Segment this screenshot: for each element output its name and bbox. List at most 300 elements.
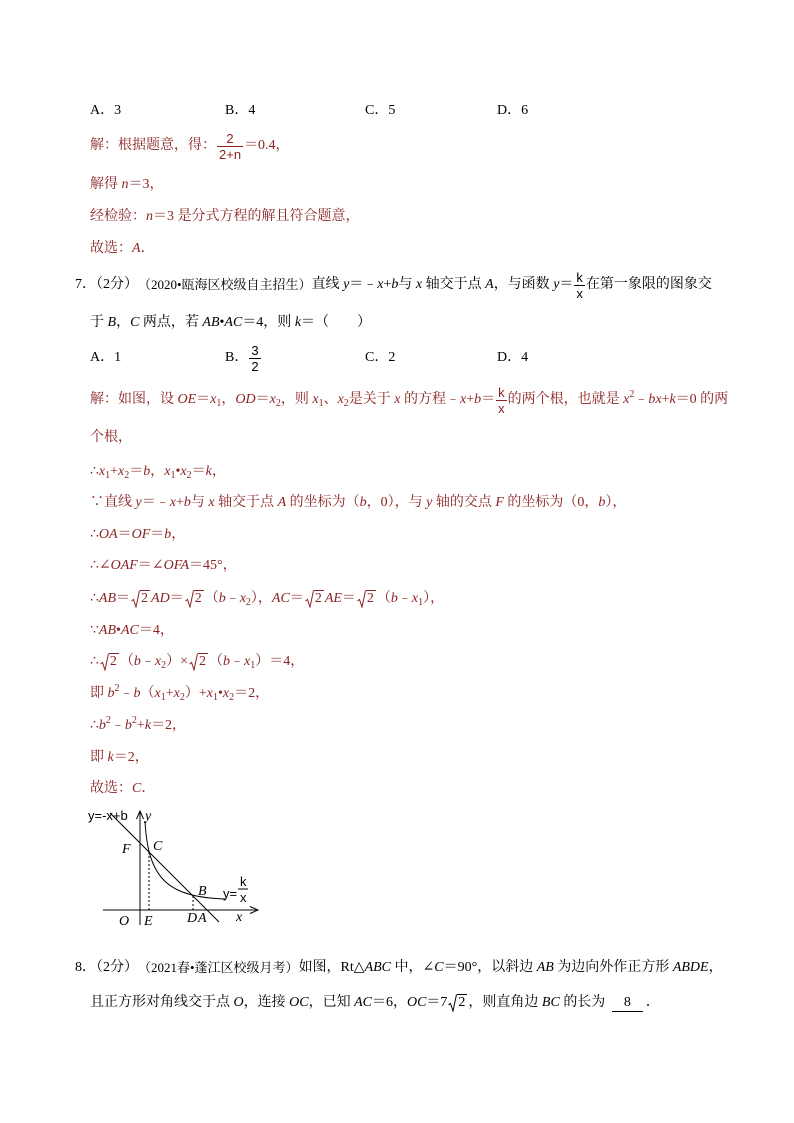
math-variable: n (121, 177, 129, 192)
text-run: ＝ (289, 591, 304, 606)
math-variable: ABDE (672, 960, 709, 975)
text-run: ＝6， (371, 995, 407, 1010)
text-run: ∴ (90, 464, 99, 479)
math-variable: k (107, 750, 114, 765)
subscript: 2 (275, 398, 281, 409)
text-run: ）， (423, 591, 445, 606)
text-run: ﹣ (230, 654, 245, 669)
radicand: 2 (314, 591, 322, 606)
text-run: + (136, 718, 145, 733)
text-run: ＝0.4， (244, 138, 290, 153)
math-variable: k (294, 315, 302, 330)
math-variable: C (132, 781, 142, 796)
fraction (249, 343, 260, 374)
math-variable: x (180, 464, 187, 479)
q7-stem-line (75, 268, 712, 302)
curve-label-numerator: k (240, 874, 247, 889)
text-run: 个根， (90, 430, 132, 445)
text-run: ）， (605, 495, 627, 510)
fraction-denominator: x (576, 285, 583, 301)
math-variable: OC (406, 995, 427, 1010)
math-variable: x (118, 464, 125, 479)
text-run: B． (225, 350, 249, 365)
text-run: ＝（ ） (301, 315, 372, 330)
math-variable: ABC (364, 960, 392, 975)
point-label-o: O (119, 914, 130, 929)
math-variable: x (460, 392, 467, 407)
text-run: ， (221, 392, 236, 407)
math-variable: n (146, 209, 153, 224)
q7-figure (85, 803, 265, 933)
radical-sign-icon (448, 994, 457, 1012)
math-variable: b (183, 495, 191, 510)
math-variable: b (98, 718, 106, 733)
text-run: ， (211, 464, 226, 479)
text-run: ＝3 是分式方程的解且符合题意， (153, 209, 360, 224)
point-label-c: C (153, 839, 163, 854)
text-run: 解得 (90, 177, 122, 192)
text-run: ∵ (90, 623, 99, 638)
text-run: ∴ (90, 718, 99, 733)
text-run: ＝﹣ (349, 277, 378, 292)
fraction-numerator: k (498, 384, 505, 400)
text-run: ＝2， (234, 686, 270, 701)
text-run: ＝ (117, 527, 132, 542)
math-variable: b (133, 654, 141, 669)
math-variable: AB (202, 315, 220, 330)
math-variable: b (124, 718, 132, 733)
text-run: + (110, 464, 119, 479)
math-variable: x (337, 392, 344, 407)
radicand: 2 (194, 591, 202, 606)
text-run: ，则 (280, 392, 313, 407)
text-run: ． (140, 241, 155, 256)
text-run: 轴交于点 (214, 495, 278, 510)
math-variable: x (623, 392, 630, 407)
text-run: ． (645, 995, 660, 1010)
text-run: ＝ (169, 591, 184, 606)
radicand: 2 (109, 654, 117, 669)
text-run: ＝2， (151, 718, 187, 733)
point-label-e: E (144, 914, 153, 929)
q6-solution-line (90, 129, 290, 163)
math-variable: C (130, 315, 140, 330)
math-variable: k (144, 718, 152, 733)
text-run: ＝4， (138, 623, 174, 638)
text-run: ． (141, 781, 156, 796)
math-variable: y (553, 277, 560, 292)
subscript: 1 (212, 692, 218, 703)
text-run: ∴ (90, 527, 99, 542)
q8-stem-line (75, 951, 723, 985)
text-run: ﹣ (634, 392, 649, 407)
text-run: D．6 (497, 103, 529, 118)
text-run: （ (204, 591, 219, 606)
q6-option-b (225, 94, 255, 128)
x-axis-label: x (236, 910, 243, 925)
text-run: （ (140, 686, 155, 701)
text-run: 轴交于点 (422, 277, 486, 292)
q7-solution-line (90, 741, 149, 775)
q7-solution-line (90, 677, 269, 711)
math-variable: k (669, 392, 676, 407)
text-run: 的两个根，也就是 (507, 392, 624, 407)
fraction-numerator: 3 (251, 342, 259, 358)
subscript: 1 (216, 398, 222, 409)
math-variable: OC (289, 995, 309, 1010)
text-run: ∴ (90, 591, 99, 606)
q7-solution-line (90, 582, 444, 616)
text-run: ，与函数 (493, 277, 554, 292)
curve-label-denominator: x (240, 890, 247, 905)
text-run: ＝ (196, 392, 211, 407)
curve-label-lhs: y= (223, 886, 238, 901)
radicand: 2 (141, 591, 149, 606)
math-variable: b (164, 527, 172, 542)
text-run: ＝ (150, 527, 165, 542)
text-run: 于 (90, 315, 108, 330)
text-run: ＝ (191, 464, 206, 479)
fraction (496, 385, 507, 416)
math-variable: A (132, 241, 141, 256)
radicand: 2 (366, 591, 374, 606)
text-run: ）， (250, 591, 272, 606)
subscript: 1 (418, 597, 424, 608)
q7-option-c (365, 341, 395, 375)
math-variable: BC (541, 995, 560, 1010)
text-run: ＝ (481, 392, 496, 407)
text-run: 且正方形对角线交于点 (90, 995, 234, 1010)
math-variable: b (391, 277, 399, 292)
math-variable: OE (177, 392, 197, 407)
text-run: ＝45°， (189, 558, 237, 573)
text-run: 如图，Rt△ (298, 960, 365, 975)
math-variable: x (239, 591, 246, 606)
q6-solution-line (90, 200, 360, 234)
text-run: • (116, 623, 121, 638)
q8-stem-line (90, 986, 660, 1020)
text-run: 两点，若 (139, 315, 203, 330)
subscript: 2 (343, 398, 349, 409)
math-variable: b (133, 686, 141, 701)
math-variable: OFA (163, 558, 190, 573)
math-variable: OF (131, 527, 151, 542)
q7-solution-line (90, 383, 728, 417)
math-variable: k (205, 464, 212, 479)
subscript: 1 (170, 470, 176, 481)
text-run: 是关于 (348, 392, 395, 407)
q7-solution-line (90, 518, 185, 552)
text-run: C．5 (365, 103, 396, 118)
text-run: 8．（2分） (75, 960, 138, 975)
subscript: 2 (186, 470, 192, 481)
math-variable: O (233, 995, 244, 1010)
math-variable: AC (224, 315, 243, 330)
text-run: ，已知 (308, 995, 355, 1010)
subscript: 1 (105, 470, 111, 481)
subscript: 2 (245, 597, 251, 608)
superscript: 2 (114, 683, 120, 694)
text-run: A．1 (90, 350, 122, 365)
text-run: 、 (323, 392, 338, 407)
q7-solution-line (90, 421, 132, 455)
text-run: + (165, 686, 174, 701)
q7-solution-line (90, 645, 304, 679)
text-run: • (175, 464, 181, 479)
point-label-a: A (198, 911, 207, 926)
text-run: + (661, 392, 670, 407)
radicand: 2 (199, 654, 207, 669)
text-run: + (175, 495, 184, 510)
math-variable: AD (151, 591, 170, 606)
math-variable: x (206, 686, 213, 701)
text-run: A．3 (90, 103, 122, 118)
math-variable: x (244, 654, 251, 669)
source-note: （2021春•蓬江区校级月考） (138, 960, 299, 975)
math-variable: x (269, 392, 276, 407)
math-variable: A (277, 495, 287, 510)
math-variable: b (598, 495, 606, 510)
q7-solution-answer (90, 772, 155, 806)
text-run: 与 (190, 495, 209, 510)
square-root (189, 653, 208, 671)
text-run: • (219, 315, 225, 330)
subscript: 2 (124, 470, 130, 481)
square-root (100, 653, 119, 671)
text-run: ﹣ (119, 686, 134, 701)
point-label-b: B (198, 884, 207, 899)
text-run: ）+ (184, 686, 207, 701)
math-variable: x (173, 686, 180, 701)
square-root (448, 994, 467, 1012)
radical-sign-icon (100, 653, 109, 671)
text-run: 故选： (90, 241, 132, 256)
text-run: ＝ (116, 591, 131, 606)
math-variable: F (495, 495, 504, 510)
answer-blank: 8 (612, 994, 643, 1012)
text-run: ）＝4， (255, 654, 305, 669)
text-run: ， (150, 464, 165, 479)
math-variable: x (154, 686, 161, 701)
math-variable: x (411, 591, 419, 606)
text-run: ∴∠ (90, 558, 111, 573)
text-run: （ (209, 654, 224, 669)
text-run: ＝﹣ (141, 495, 170, 510)
math-variable: C (434, 960, 444, 975)
fraction-numerator: k (576, 269, 583, 285)
math-variable: b (474, 392, 482, 407)
math-variable: b (107, 686, 115, 701)
q7-solution-line (90, 614, 174, 648)
text-run: ∴ (90, 654, 99, 669)
text-run: 即 (90, 750, 108, 765)
text-run: （ (119, 654, 134, 669)
math-variable: AC (120, 623, 139, 638)
fraction-denominator: 2+n (219, 146, 242, 162)
text-run: ＝90°，以斜边 (443, 960, 537, 975)
math-variable: OD (235, 392, 256, 407)
superscript: 2 (131, 715, 137, 726)
fraction (217, 131, 243, 162)
text-run: ﹣ (110, 718, 125, 733)
text-run: + (466, 392, 475, 407)
superscript: 2 (105, 715, 111, 726)
text-run: ＝4，则 (242, 315, 295, 330)
text-run: ＝ (255, 392, 270, 407)
text-run: 解：根据题意，得： (90, 138, 216, 153)
text-run: 的方程﹣ (400, 392, 460, 407)
math-variable: y (343, 277, 350, 292)
line-equation-label: y=-x+b (88, 808, 128, 823)
text-run: ，连接 (243, 995, 290, 1010)
subscript: 1 (250, 660, 256, 671)
square-root (185, 590, 204, 608)
math-variable: x (208, 495, 215, 510)
square-root (357, 590, 376, 608)
subscript: 2 (179, 692, 185, 703)
radical-sign-icon (357, 590, 366, 608)
text-run: + (383, 277, 392, 292)
text-run: ﹣ (225, 591, 240, 606)
text-run: ，0），与 (366, 495, 427, 510)
q7-option-b (225, 341, 262, 375)
radical-sign-icon (305, 590, 314, 608)
q6-solution-line (90, 168, 164, 202)
text-run: 直线 (311, 277, 344, 292)
text-run: C．2 (365, 350, 396, 365)
text-run: ＝ (559, 277, 574, 292)
q6-option-d (497, 94, 528, 128)
square-root (131, 590, 150, 608)
q6-option-c (365, 94, 395, 128)
radical-sign-icon (185, 590, 194, 608)
math-variable: b (223, 654, 231, 669)
math-variable: x (312, 392, 319, 407)
subscript: 1 (318, 398, 324, 409)
text-run: ， (171, 527, 186, 542)
fraction-numerator: 2 (217, 131, 243, 147)
math-variable: B (107, 315, 117, 330)
text-run: ＝0 的两 (675, 392, 729, 407)
text-run: ＝3， (128, 177, 164, 192)
math-variable: x (222, 686, 230, 701)
text-run: B．4 (225, 103, 256, 118)
fraction-denominator: 2 (251, 358, 259, 374)
subscript: 1 (160, 692, 166, 703)
text-run: 即 (90, 686, 108, 701)
text-run: 轴的交点 (432, 495, 496, 510)
text-run: ＝ (129, 464, 144, 479)
text-run: 与 (398, 277, 416, 292)
text-run: 中，∠ (391, 960, 435, 975)
math-variable: y (135, 495, 142, 510)
text-run: ，则直角边 (468, 995, 542, 1010)
math-variable: OAF (110, 558, 138, 573)
math-variable: AC (271, 591, 290, 606)
text-run: ）× (166, 654, 189, 669)
text-run: • (217, 686, 223, 701)
q7-solution-line (90, 455, 226, 489)
point-label-f: F (122, 842, 131, 857)
fraction (574, 270, 585, 301)
text-run: ， (708, 960, 723, 975)
radicand: 2 (458, 995, 466, 1010)
math-variable: AB (98, 623, 117, 638)
math-variable: b (390, 591, 398, 606)
math-variable: x (164, 464, 171, 479)
text-run: ＝2， (113, 750, 149, 765)
y-axis-label: y (145, 809, 152, 824)
source-note: （2020•瓯海区校级自主招生） (138, 277, 312, 292)
line-graph (110, 813, 219, 922)
text-run: ＝∠ (137, 558, 164, 573)
math-variable: x (377, 277, 384, 292)
math-variable: x (98, 464, 106, 479)
text-run: 的坐标为（ (286, 495, 360, 510)
text-run: 7．（2分） (75, 277, 138, 292)
q6-option-a (90, 94, 121, 128)
text-run: ∵直线 (90, 495, 136, 510)
math-variable: x (210, 392, 217, 407)
text-run: 故选： (90, 781, 132, 796)
text-run: ﹣ (140, 654, 155, 669)
text-run: 为边向外作正方形 (553, 960, 673, 975)
square-root (305, 590, 324, 608)
point-label-d: D (187, 911, 198, 926)
math-variable: x (415, 277, 423, 292)
superscript: 2 (629, 389, 635, 400)
text-run: 经检验： (90, 209, 146, 224)
math-variable: b (359, 495, 367, 510)
subscript: 2 (161, 660, 167, 671)
math-variable: AE (324, 591, 342, 606)
q6-solution-answer (90, 232, 155, 266)
q7-option-d (497, 341, 528, 375)
text-run: ＝ (341, 591, 356, 606)
math-variable: AB (536, 960, 554, 975)
radical-sign-icon (189, 653, 198, 671)
text-run: D．4 (497, 350, 529, 365)
subscript: 2 (229, 692, 235, 703)
math-variable: A (485, 277, 494, 292)
math-variable: x (169, 495, 176, 510)
text-run: 的坐标为（0， (503, 495, 599, 510)
fraction-denominator: x (498, 400, 505, 416)
q7-option-a (90, 341, 121, 375)
math-variable: OA (98, 527, 118, 542)
radical-sign-icon (131, 590, 140, 608)
math-variable: AC (354, 995, 372, 1010)
q7-solution-line (90, 549, 237, 583)
math-variable: b (218, 591, 226, 606)
text-run: 解：如图，设 (90, 392, 178, 407)
math-variable: AB (98, 591, 117, 606)
text-run: 的长为 (559, 995, 609, 1010)
text-run: （ (376, 591, 391, 606)
text-run: ， (116, 315, 131, 330)
text-run: 在第一象限的图象交 (585, 277, 712, 292)
math-variable: bx (648, 392, 662, 407)
text-run: ﹣ (397, 591, 412, 606)
q7-stem-line (90, 306, 371, 340)
math-variable: y (426, 495, 433, 510)
math-variable: b (143, 464, 151, 479)
text-run: ＝7 (426, 995, 448, 1010)
q7-solution-line (90, 709, 186, 743)
math-variable: x (394, 392, 401, 407)
q7-solution-line (90, 486, 626, 520)
math-variable: x (154, 654, 162, 669)
